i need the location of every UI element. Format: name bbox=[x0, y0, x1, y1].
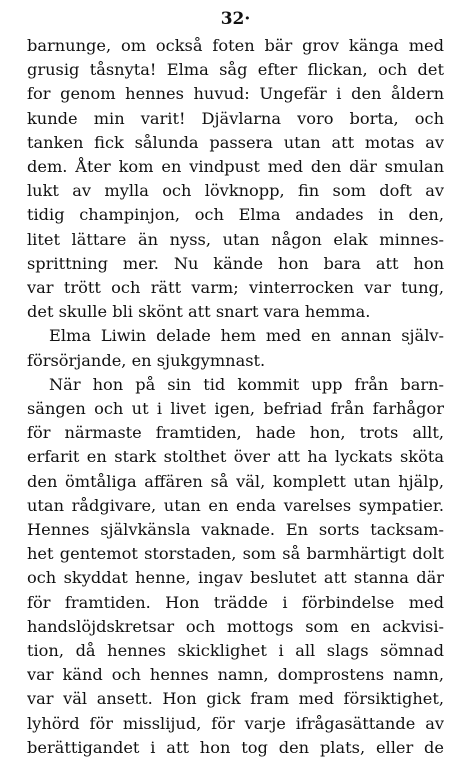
text-line: for genom hennes huvud: Ungefär i den åldern bbox=[27, 84, 444, 104]
text-line: berättigandet i att hon tog den plats, eller de bbox=[27, 737, 444, 757]
text-line: utan rådgivare, utan en enda varelses sympatier. bbox=[27, 495, 444, 515]
text-line: försörjande, en sjukgymnast. bbox=[27, 350, 266, 370]
text-line: Elma Liwin delade hem med en annan själv- bbox=[49, 326, 444, 346]
text-line: den ömtåliga affären så väl, komplett utan hjälp, bbox=[27, 471, 444, 491]
text-line: lyhörd för misslijud, för varje ifrågasättande av bbox=[27, 713, 444, 733]
book-page bbox=[27, 8, 444, 760]
text-line: kunde min varit! Djävlarna voro borta, och bbox=[27, 108, 444, 128]
text-line: tanken fick sålunda passera utan att motas av bbox=[27, 132, 444, 152]
text-line: handslöjdskretsar och mottogs som en ackvisi- bbox=[27, 616, 444, 636]
page-number: 32· bbox=[220, 9, 251, 29]
text-line: tion, då hennes skicklighet i all slags sömnad bbox=[27, 641, 444, 661]
text-line: Hennes självkänsla vaknade. En sorts tacksam- bbox=[27, 520, 444, 540]
text-line: var väl ansett. Hon gick fram med försiktighet, bbox=[27, 689, 444, 709]
text-line: och skyddat henne, ingav beslutet att stanna där bbox=[27, 568, 444, 588]
text-line: för närmaste framtiden, hade hon, trots allt, bbox=[27, 423, 444, 443]
text-line: sängen och ut i livet igen, befriad från farhågor bbox=[27, 399, 444, 419]
text-line: litet lättare än nyss, utan någon elak minnes- bbox=[27, 229, 444, 249]
text-line: erfarit en stark stolthet över att ha lyckats sköta bbox=[27, 447, 444, 467]
text-line: het gentemot storstaden, som så barmhärtigt dolt bbox=[27, 544, 444, 564]
text-line: sprittning mer. Nu kände hon bara att hon bbox=[27, 253, 444, 273]
text-column bbox=[27, 34, 444, 760]
text-line: grusig tåsnyta! Elma såg efter flickan, och det bbox=[27, 60, 444, 80]
text-line: När hon på sin tid kommit upp från barn- bbox=[49, 374, 444, 394]
text-line: var trött och rätt varm; vinterrocken var tung, bbox=[27, 278, 444, 298]
text-line: barnunge, om också foten bär grov känga med bbox=[27, 36, 444, 55]
text-line: tidig champinjon, och Elma andades in den, bbox=[27, 205, 444, 225]
text-line: dem. Åter kom en vindpust med den där smulan bbox=[27, 157, 444, 177]
text-line: lukt av mylla och lövknopp, fin som doft av bbox=[27, 181, 444, 201]
text-line: var känd och hennes namn, domprostens namn, bbox=[27, 665, 444, 685]
text-line: för framtiden. Hon trädde i förbindelse med bbox=[27, 592, 444, 612]
text-line: det skulle bli skönt att snart vara hemma. bbox=[27, 302, 371, 322]
